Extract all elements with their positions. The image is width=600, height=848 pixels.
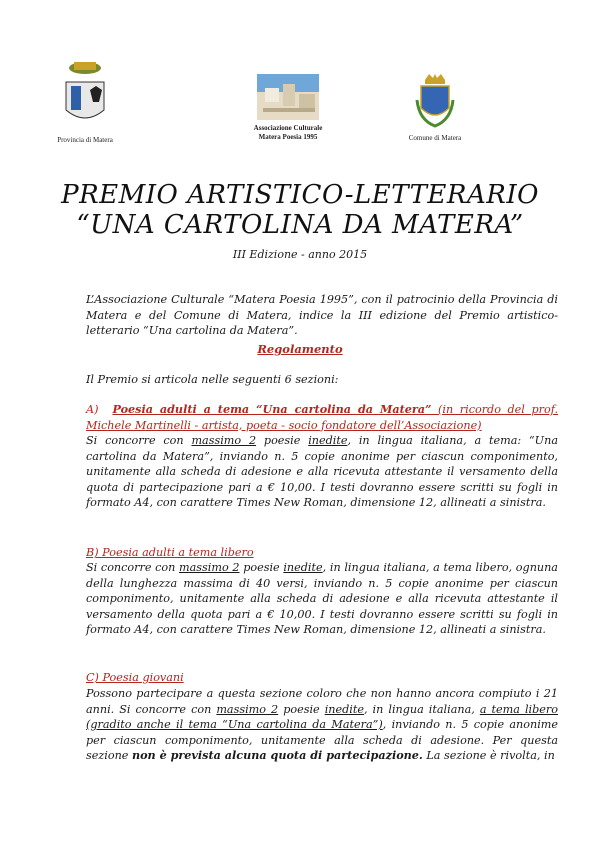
section-c-text: , inviando n. 5 copie anonime per ciascun componimento, unitamente alla scheda di adesione. Per questa sezione [86,718,559,762]
section-c-body [86,686,558,764]
header-logos [0,60,600,150]
section-a-inedite: inedite [308,434,348,447]
regolamento-heading: Regolamento [257,342,343,356]
comune-crest-icon [413,74,457,130]
section-b-text: poesie [239,561,284,574]
associazione-logo [228,74,348,142]
section-a-body [86,433,558,511]
section-a-text: poesie [256,434,309,447]
section-b-inedite: inedite [283,561,323,574]
section-a-heading [86,402,558,433]
edition-subtitle: III Edizione - anno 2015 [232,248,368,261]
sections-intro: Il Premio si articola nelle seguenti 6 sezioni: [86,373,339,386]
section-c-text: poesie [278,702,325,716]
section-b-text: , in lingua italiana, a tema libero, ognuna della lunghezza massima di 40 versi, inviando n. 5 copie anonime per ciascun componimento, unitamente alla scheda di adesione e alla ricevuta attestante il versamento della quota pari a € 10,00. I testi dovranno essere scritti su fogli in formato A4, con carattere Times New Roman, dimensione 12, allineati a sinistra. [86,561,558,636]
associazione-photo-icon [257,74,319,120]
comune-logo [400,74,470,142]
section-b-text: Si concorre con [86,561,180,574]
section-b-max: massimo 2 [179,561,240,574]
section-c-inedite: inedite [324,702,364,716]
provincia-logo [50,60,120,144]
section-a-max: massimo 2 [191,434,257,447]
section-c-heading: C) Poesia giovani [86,671,184,684]
page-title-line1: PREMIO ARTISTICO-LETTERARIO [61,180,539,210]
section-a-dedication: (in ricordo del prof. Michele Martinelli - artista, poeta - socio fondatore dell’Associazione) [86,403,559,432]
section-a-text: Si concorre con [86,434,192,447]
associazione-caption-line1: Associazione Culturale [253,124,323,132]
section-c-tema: a tema libero (gradito anche il tema “Una cartolina da Matera”) [86,702,558,731]
section-a-letter: A) [86,403,99,416]
provincia-caption: Provincia di Matera [57,136,113,144]
section-c-text: Possono partecipare a questa sezione coloro che non hanno ancora compiuto i 21 anni. Si concorre con [86,687,558,716]
section-b-heading: B) Poesia adulti a tema libero [86,546,254,559]
section-a-title: Poesia adulti a tema “Una cartolina da Matera” [112,402,432,416]
section-c-text: , in lingua italiana, [363,702,480,716]
provincia-crest-icon [60,60,110,132]
section-c-no-fee: non è prevista alcuna quota di partecipazione. [131,748,423,762]
page-title-line2: “UNA CARTOLINA DA MATERA” [76,210,524,240]
section-c-max: massimo 2 [216,702,279,716]
section-c-text: La sezione è rivolta, in [422,749,555,762]
section-a-text: , in lingua italiana, a tema: “Una cartolina da Matera”, inviando n. 5 copie anonime per ciascun componimento, unitamente alla scheda di adesione e alla ricevuta attestante il versamento della quota di partecipazione pari a € 10,00. I testi dovranno essere scritti su fogli in formato A4, con carattere Times New Roman, dimensione 12, allineati a sinistra. [86,434,558,509]
intro-paragraph: L’Associazione Culturale “Matera Poesia 1995”, con il patrocinio della Provincia di Matera e del Comune di Matera, indice la III edizione del Premio artistico-letterario “Una cartolina da Matera”. [86,293,558,337]
associazione-caption-line2: Matera Poesia 1995 [258,133,318,141]
section-b-body [86,560,558,638]
comune-caption: Comune di Matera [408,134,462,142]
